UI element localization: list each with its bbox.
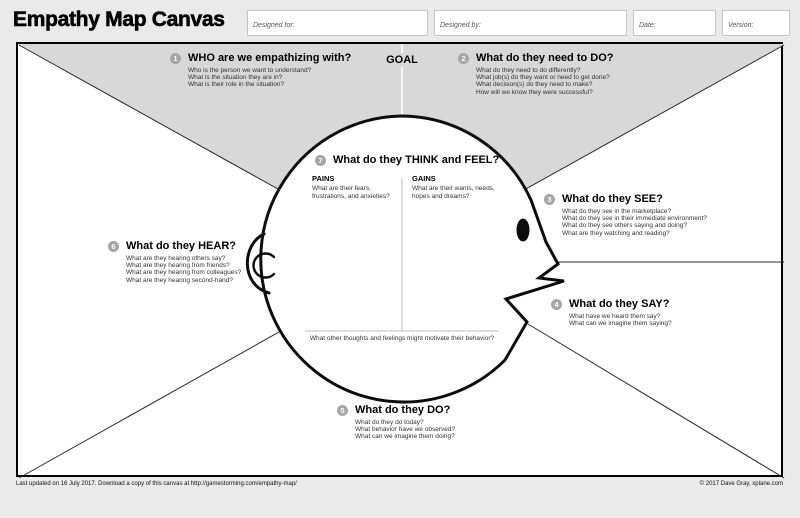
section-title: What do they SEE? [562,193,663,205]
section-question: What is the situation they are in? [188,74,283,82]
section-question: What are they hearing from friends? [126,262,230,270]
date-label: Date: [639,22,656,29]
section-title: What do they HEAR? [126,240,236,252]
section-question: What can we imagine them doing? [355,433,455,441]
goal-label: GOAL [379,53,425,67]
section-say [551,298,672,327]
gains-block [412,174,510,200]
section-question: How will we know they were successful? [476,88,593,96]
section-question: What are they hearing others say? [126,255,226,262]
section-see [544,193,707,237]
gains-text: What are their wants, needs, hopes and dreams? [412,185,495,200]
section-question: What have we heard them say? [569,313,661,320]
section-who [170,52,351,89]
footer-copyright: © 2017 Dave Gray, xplane.com [699,481,783,487]
section-number-badge: 4 [551,299,562,310]
section-do [337,404,455,441]
section-question: What behavior have we observed? [355,426,456,434]
section-title: What do they DO? [355,404,451,416]
section-number-badge: 5 [337,405,348,416]
eye-icon [517,219,530,242]
pains-text: What are their fears, frustrations, and anxieties? [312,185,390,200]
empathy-map-canvas [16,42,783,477]
thoughts-question: What other thoughts and feelings might motivate their behavior? [309,335,495,342]
designed-for-field[interactable] [247,10,428,36]
section-number-badge: 7 [315,155,326,166]
page-title: Empathy Map Canvas [13,8,225,31]
section-question: What do they see others saying and doing? [562,222,688,230]
section-question: What are they hearing from colleagues? [126,269,242,277]
pains-block [312,174,404,200]
section-hear [108,240,241,284]
section-question: What do they do today? [355,419,424,426]
footer-update-note: Last updated on 16 July 2017. Download a copy of this canvas at http://gamestorming.com/empathy-map/ [16,481,297,487]
section-title: WHO are we empathizing with? [188,52,352,64]
pains-label: PAINS [312,174,335,183]
version-label: Version: [728,22,754,29]
section-number-badge: 6 [108,241,119,252]
version-field[interactable] [722,10,790,36]
section-think-feel [315,154,499,166]
section-number-badge: 3 [544,194,555,205]
gains-label: GAINS [412,174,436,183]
section-question: What do they need to do differently? [476,67,581,74]
designed-by-label: Designed by: [440,22,481,29]
designed-for-label: Designed for: [253,22,295,29]
section-question: What are they hearing second-hand? [126,276,233,284]
designed-by-field[interactable] [434,10,627,36]
date-field[interactable] [633,10,716,36]
section-question: What job(s) do they want or need to get done? [476,74,610,82]
section-title: What do they SAY? [569,298,670,310]
section-question: What do they see in their immediate environment? [562,215,707,223]
section-question: Who is the person we want to understand? [188,67,312,74]
section-question: What are they watching and reading? [562,229,670,237]
section-title: What do they need to DO? [476,52,614,64]
section-question: What is their role in the situation? [188,81,285,89]
section-title: What do they THINK and FEEL? [333,154,500,166]
section-number-badge: 2 [458,53,469,64]
section-question: What decision(s) do they need to make? [476,81,593,89]
section-question: What can we imagine them saying? [569,320,672,328]
section-number-badge: 1 [170,53,181,64]
fold-line-bottom-right [528,324,784,478]
section-need-do [458,52,614,96]
section-question: What do they see in the marketplace? [562,208,672,215]
